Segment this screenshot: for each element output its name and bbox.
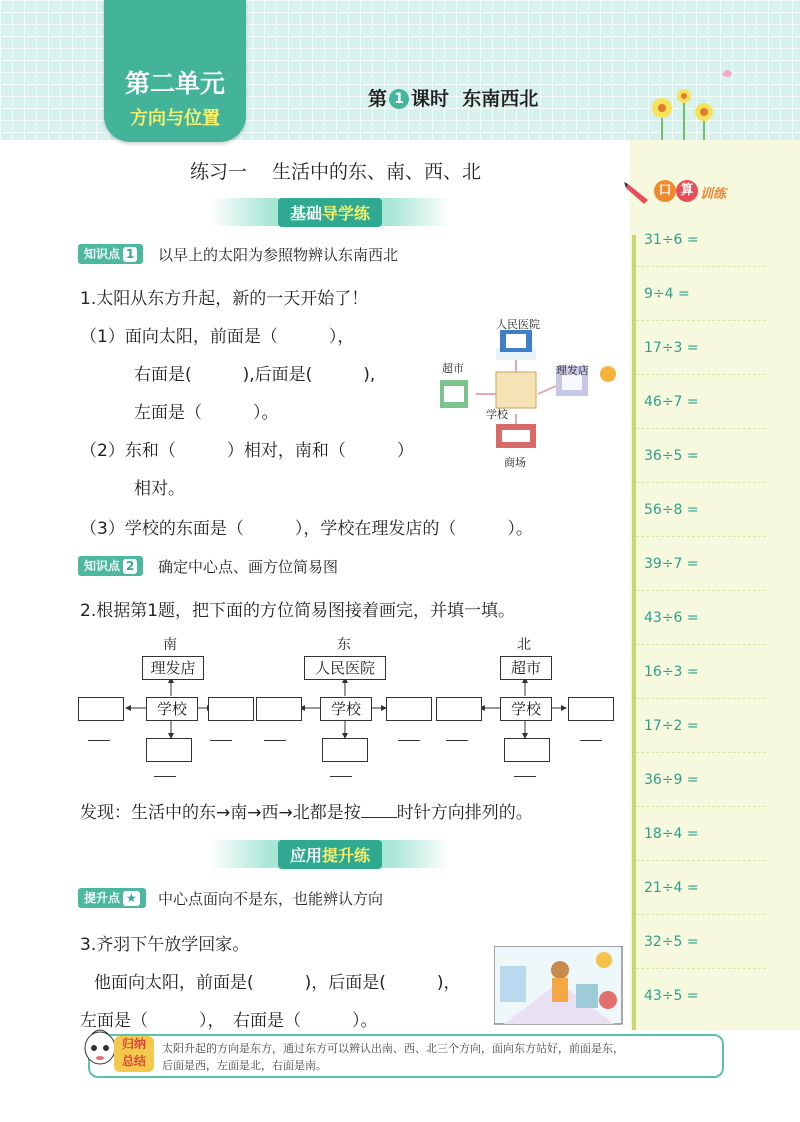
oral-item: 21÷4 =	[644, 880, 699, 896]
diagram-top-box: 超市	[500, 656, 552, 680]
diagram-top-box: 理发店	[142, 656, 204, 680]
section-banner-basic	[210, 198, 450, 226]
answer-blank[interactable]	[154, 776, 176, 777]
lesson-number: 1	[389, 89, 409, 109]
answer-blank[interactable]	[361, 803, 397, 818]
upgrade-point-badge: 提升点 ★	[78, 888, 146, 908]
oral-item: 16÷3 =	[644, 664, 699, 680]
diagram-direction-label: 南	[163, 637, 177, 653]
map-label-barber: 理发店	[556, 364, 589, 377]
knowledge-point-badge: 知识点 1	[78, 244, 143, 264]
q3-stem: 3.齐羽下午放学回家。	[80, 935, 250, 955]
map-label-supermarket: 超市	[442, 362, 464, 375]
answer-blank[interactable]	[580, 740, 602, 741]
q2-finding: 发现：生活中的东→南→西→北都是按 时针方向排列的。	[80, 803, 533, 823]
oral-item: 39÷7 =	[644, 556, 699, 572]
map-label-mall: 商场	[504, 456, 526, 469]
oral-item: 36÷9 =	[644, 772, 699, 788]
diagram-center-box: 学校	[500, 697, 552, 721]
unit-title: 第二单元	[124, 69, 225, 98]
answer-blank[interactable]	[398, 740, 420, 741]
oral-item: 17÷2 =	[644, 718, 699, 734]
lesson-prefix: 第	[368, 88, 388, 110]
answer-box[interactable]	[568, 697, 614, 721]
answer-box[interactable]	[322, 738, 368, 762]
oral-item: 18÷4 =	[644, 826, 699, 842]
q1-part1b: 右面是( ),后面是( ),	[134, 365, 376, 385]
practice-title: 练习一 生活中的东、南、西、北	[190, 161, 482, 183]
oral-item: 43÷6 =	[644, 610, 699, 626]
answer-box[interactable]	[386, 697, 432, 721]
q1-part1c: 左面是（ ）。	[134, 403, 279, 423]
diagram-direction-label: 北	[517, 637, 531, 653]
section-banner-apply	[210, 840, 450, 868]
oral-item: 17÷3 =	[644, 340, 699, 356]
diagram-center-box: 学校	[146, 697, 198, 721]
lesson-suffix: 课时	[411, 88, 450, 110]
direction-map-illustration	[432, 316, 622, 466]
student-walking-illustration	[494, 946, 624, 1026]
q1-part3: （3）学校的东面是（ ），学校在理发店的（ ）。	[80, 519, 533, 539]
diagram-center-box: 学校	[320, 697, 372, 721]
oral-item: 56÷8 =	[644, 502, 699, 518]
oral-title-char-1: 口	[654, 180, 676, 202]
oral-item: 31÷6 =	[644, 232, 699, 248]
summary-badge: 归纳 总结	[114, 1036, 154, 1072]
q3-line2: 左面是（ ）， 右面是（ ）。	[80, 1011, 378, 1031]
answer-box[interactable]	[436, 697, 482, 721]
oral-title-char-2: 算	[676, 180, 698, 202]
oral-item: 9÷4 =	[644, 286, 690, 302]
answer-box[interactable]	[78, 697, 124, 721]
summary-text-line1: 太阳升起的方向是东方，通过东方可以辨认出南、西、北三个方向，面向东方站好，前面是东，	[162, 1042, 624, 1055]
q3-line1: 他面向太阳，前面是( )，后面是( )，	[94, 973, 461, 993]
map-label-school: 学校	[486, 408, 508, 421]
section-pill: 应用提升练	[278, 840, 382, 869]
q1-stem: 1.太阳从东方升起，新的一天开始了！	[80, 289, 369, 309]
answer-box[interactable]	[256, 697, 302, 721]
knowledge-point-text: 确定中心点、画方位简易图	[158, 558, 339, 576]
answer-box[interactable]	[146, 738, 192, 762]
pencil-icon	[624, 178, 654, 206]
diagram-direction-label: 东	[337, 637, 351, 653]
answer-blank[interactable]	[330, 776, 352, 777]
lesson-name: 东南西北	[462, 88, 539, 110]
knowledge-point-badge: 知识点 2	[78, 556, 143, 576]
upgrade-point-text: 中心点面向不是东，也能辨认方向	[158, 890, 384, 908]
answer-blank[interactable]	[210, 740, 232, 741]
section-pill: 基础导学练	[278, 198, 382, 227]
knowledge-point-text: 以早上的太阳为参照物辨认东南西北	[158, 246, 399, 264]
answer-box[interactable]	[504, 738, 550, 762]
q2-stem: 2.根据第1题，把下面的方位简易图接着画完，并填一填。	[80, 601, 516, 621]
answer-blank[interactable]	[264, 740, 286, 741]
unit-subtitle: 方向与位置	[130, 108, 220, 129]
summary-text-line2: 后面是西，左面是北，右面是南。	[162, 1059, 327, 1072]
oral-item: 36÷5 =	[644, 448, 699, 464]
oral-practice-panel	[630, 140, 800, 1030]
oral-panel-rule	[632, 235, 636, 1030]
oral-item: 32÷5 =	[644, 934, 699, 950]
answer-blank[interactable]	[446, 740, 468, 741]
answer-blank[interactable]	[514, 776, 536, 777]
oral-item: 43÷5 =	[644, 988, 699, 1004]
flower-decoration-icon	[634, 60, 744, 140]
answer-blank[interactable]	[88, 740, 110, 741]
oral-item: 46÷7 =	[644, 394, 699, 410]
lesson-title	[368, 84, 538, 111]
diagram-top-box: 人民医院	[304, 656, 386, 680]
q1-part2b: 相对。	[134, 479, 185, 499]
map-label-hospital: 人民医院	[496, 318, 540, 331]
oral-title-text: 训练	[700, 187, 727, 202]
q1-part2a: （2）东和（ ）相对，南和（ ）	[80, 441, 414, 461]
answer-box[interactable]	[208, 697, 254, 721]
q1-part1a: （1）面向太阳，前面是（ ），	[80, 327, 355, 347]
